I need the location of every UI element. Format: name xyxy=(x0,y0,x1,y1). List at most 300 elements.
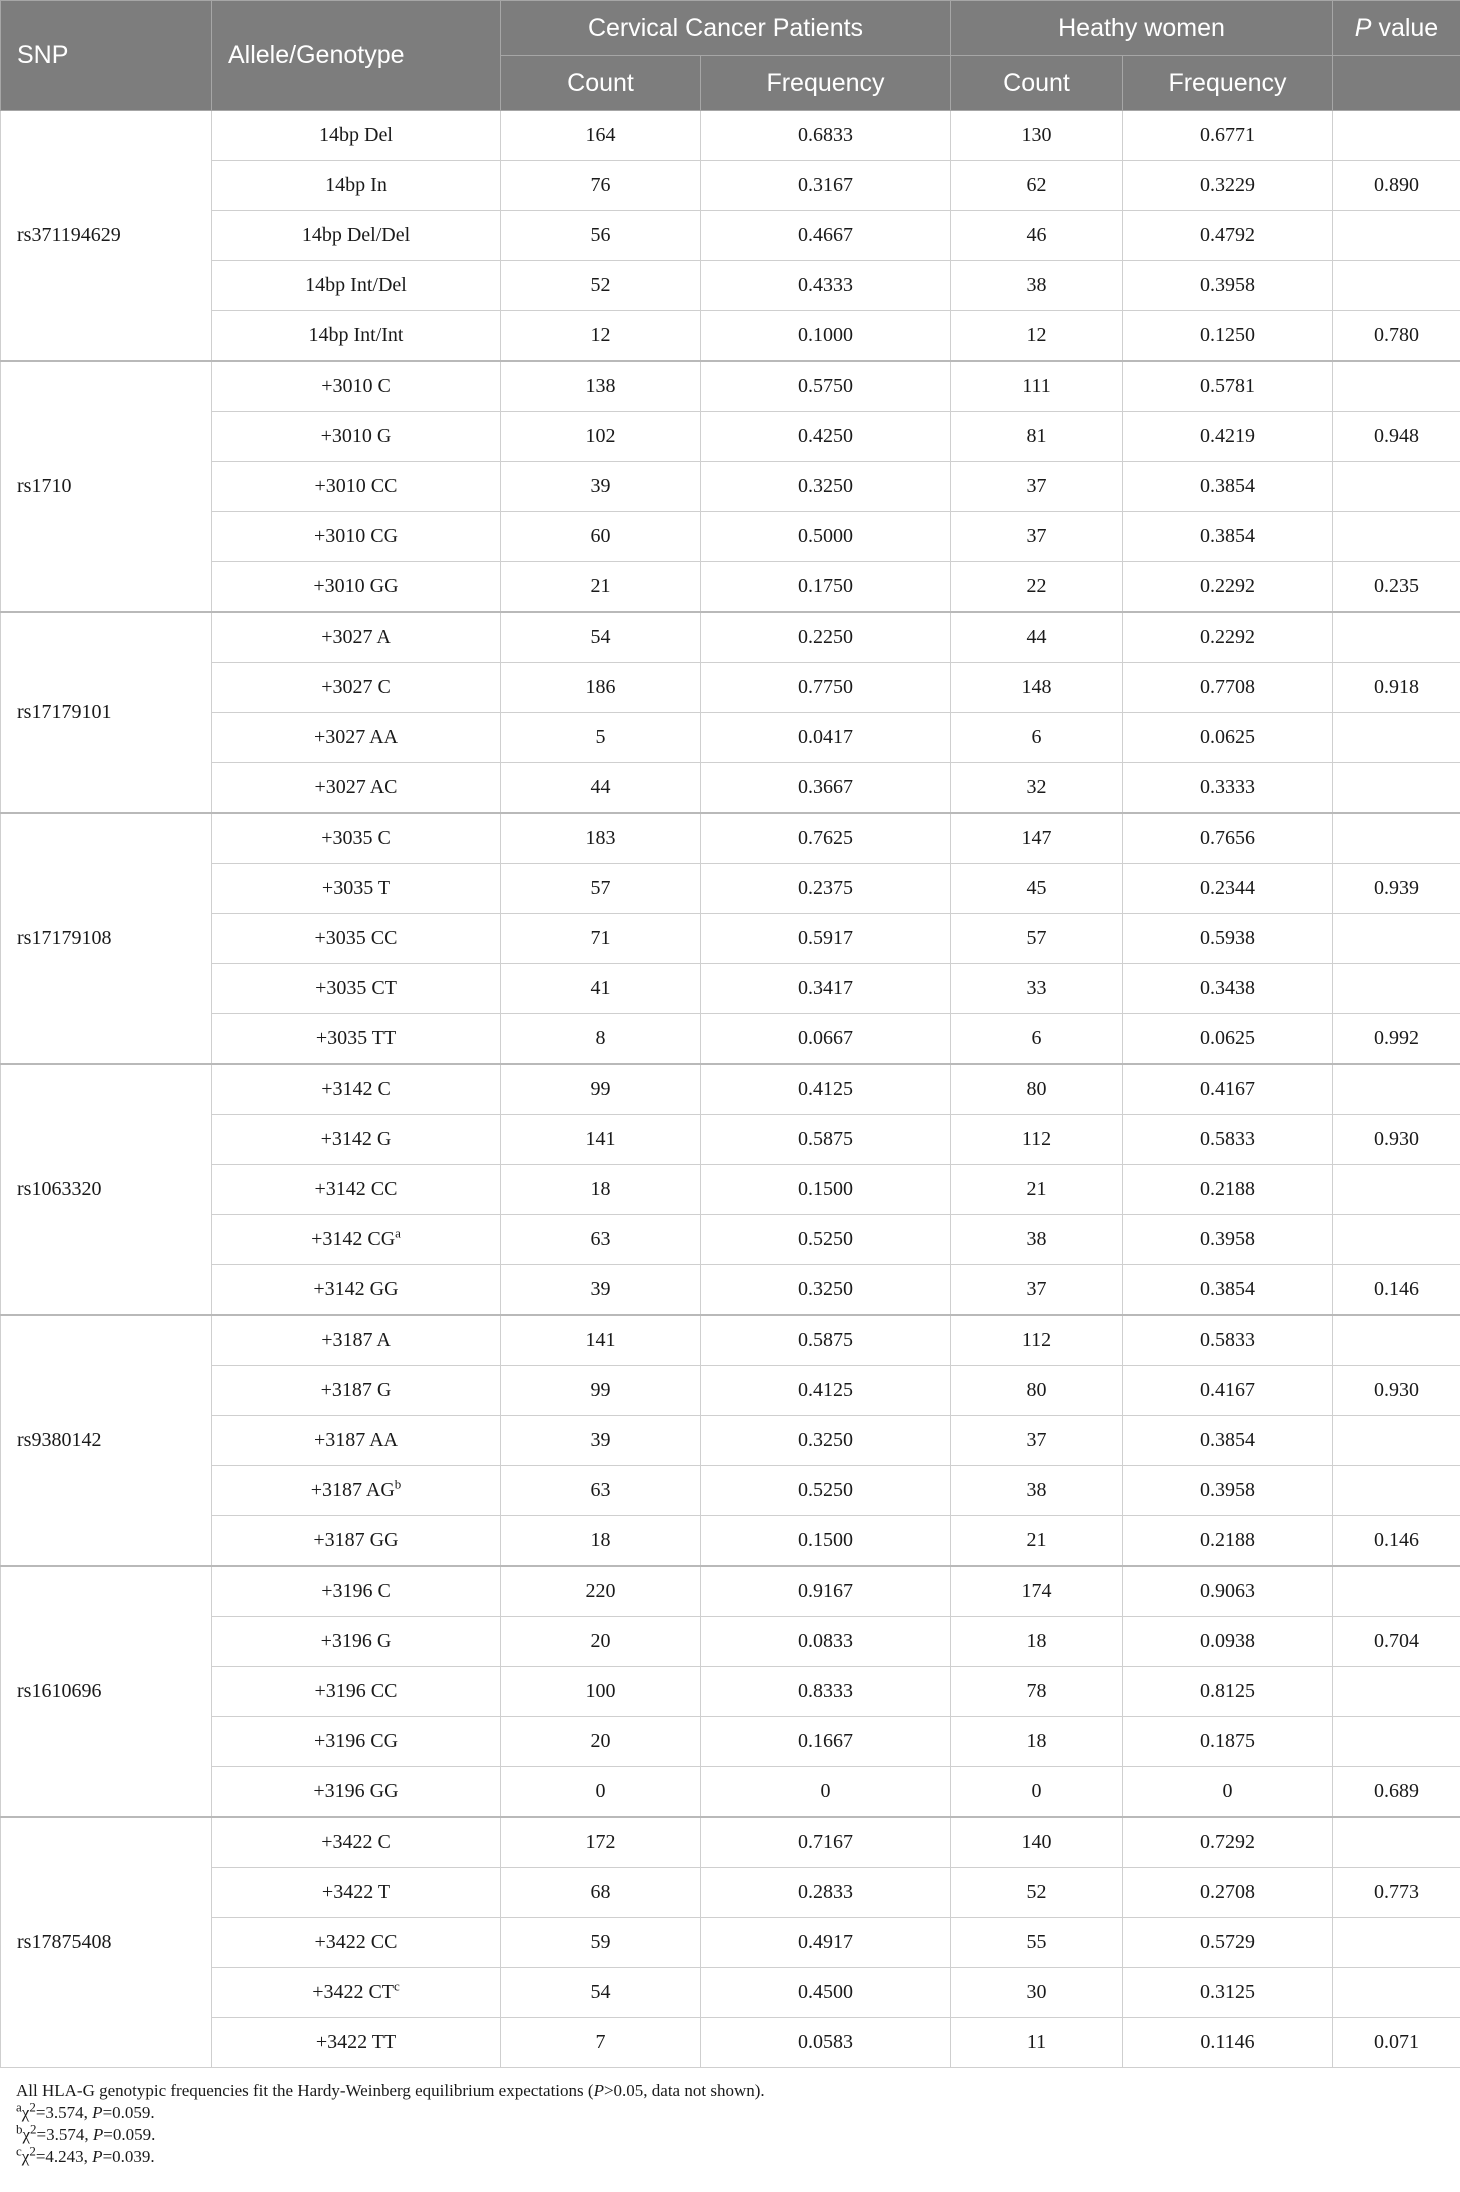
p-value-cell xyxy=(1333,361,1460,412)
frequency-healthy-cell: 0.1146 xyxy=(1123,2018,1333,2068)
p-value-cell: 0.146 xyxy=(1333,1265,1460,1316)
p-value-cell xyxy=(1333,1315,1460,1366)
footnote-marker: c xyxy=(394,1978,400,1994)
count-patients-cell: 100 xyxy=(501,1667,701,1717)
header-healthy-women: Heathy women xyxy=(951,1,1333,56)
p-value-cell xyxy=(1333,1968,1460,2018)
table-row xyxy=(1,1064,1460,1115)
frequency-patients-cell: 0.8333 xyxy=(701,1667,951,1717)
frequency-healthy-cell: 0.7656 xyxy=(1123,813,1333,864)
table-row xyxy=(1,914,1460,964)
frequency-patients-cell: 0.3250 xyxy=(701,1265,951,1316)
table-row xyxy=(1,2018,1460,2068)
snp-cell: rs1710 xyxy=(1,361,212,612)
count-healthy-cell: 174 xyxy=(951,1566,1123,1617)
count-patients-cell: 39 xyxy=(501,1265,701,1316)
p-value-cell xyxy=(1333,914,1460,964)
allele-genotype-cell: +3142 CC xyxy=(212,1165,501,1215)
count-healthy-cell: 55 xyxy=(951,1918,1123,1968)
count-patients-cell: 220 xyxy=(501,1566,701,1617)
frequency-healthy-cell: 0.3958 xyxy=(1123,261,1333,311)
frequency-healthy-cell: 0.4167 xyxy=(1123,1064,1333,1115)
frequency-patients-cell: 0.4125 xyxy=(701,1064,951,1115)
frequency-healthy-cell: 0.3958 xyxy=(1123,1466,1333,1516)
allele-genotype-cell: +3010 CC xyxy=(212,462,501,512)
frequency-healthy-cell: 0.5938 xyxy=(1123,914,1333,964)
frequency-patients-cell: 0.1750 xyxy=(701,562,951,613)
count-healthy-cell: 38 xyxy=(951,261,1123,311)
frequency-healthy-cell: 0.2708 xyxy=(1123,1868,1333,1918)
count-healthy-cell: 57 xyxy=(951,914,1123,964)
table-row xyxy=(1,261,1460,311)
frequency-patients-cell: 0.3417 xyxy=(701,964,951,1014)
frequency-healthy-cell: 0.3854 xyxy=(1123,512,1333,562)
header-allele-genotype: Allele/Genotype xyxy=(212,1,501,111)
p-value-cell xyxy=(1333,964,1460,1014)
frequency-healthy-cell: 0.4219 xyxy=(1123,412,1333,462)
table-header xyxy=(1,1,1460,111)
table-row xyxy=(1,964,1460,1014)
count-healthy-cell: 45 xyxy=(951,864,1123,914)
table-row xyxy=(1,412,1460,462)
allele-genotype-cell: +3422 C xyxy=(212,1817,501,1868)
allele-genotype-cell: +3010 CG xyxy=(212,512,501,562)
table-row xyxy=(1,1717,1460,1767)
frequency-patients-cell: 0.3250 xyxy=(701,462,951,512)
p-value-cell xyxy=(1333,1064,1460,1115)
allele-genotype-cell: +3027 AA xyxy=(212,713,501,763)
frequency-healthy-cell: 0.9063 xyxy=(1123,1566,1333,1617)
count-healthy-cell: 37 xyxy=(951,512,1123,562)
p-value-cell xyxy=(1333,462,1460,512)
frequency-healthy-cell: 0.3333 xyxy=(1123,763,1333,814)
allele-genotype-cell: 14bp Del/Del xyxy=(212,211,501,261)
count-healthy-cell: 11 xyxy=(951,2018,1123,2068)
p-value-cell xyxy=(1333,813,1460,864)
p-value-cell xyxy=(1333,612,1460,663)
frequency-patients-cell: 0.4333 xyxy=(701,261,951,311)
count-healthy-cell: 37 xyxy=(951,1265,1123,1316)
allele-genotype-cell: +3142 $CG^a$ xyxy=(212,1215,501,1265)
p-value-cell xyxy=(1333,261,1460,311)
frequency-patients-cell: 0.5917 xyxy=(701,914,951,964)
allele-genotype-cell: +3010 G xyxy=(212,412,501,462)
count-patients-cell: 20 xyxy=(501,1717,701,1767)
snp-cell: rs1610696 xyxy=(1,1566,212,1817)
allele-genotype-cell: +3035 CT xyxy=(212,964,501,1014)
p-value-cell: 0.992 xyxy=(1333,1014,1460,1065)
snp-cell: rs1063320 xyxy=(1,1064,212,1315)
table-row xyxy=(1,1516,1460,1567)
frequency-patients-cell: 0.9167 xyxy=(701,1566,951,1617)
frequency-healthy-cell: 0.3854 xyxy=(1123,1265,1333,1316)
frequency-patients-cell: 0.7750 xyxy=(701,663,951,713)
count-healthy-cell: 22 xyxy=(951,562,1123,613)
table-row xyxy=(1,161,1460,211)
count-healthy-cell: 33 xyxy=(951,964,1123,1014)
table-body xyxy=(1,111,1460,2068)
frequency-healthy-cell: 0.2188 xyxy=(1123,1165,1333,1215)
snp-cell: rs371194629 xyxy=(1,111,212,362)
frequency-patients-cell: 0.2833 xyxy=(701,1868,951,1918)
p-value-cell: 0.071 xyxy=(1333,2018,1460,2068)
allele-genotype-cell: 14bp Int/Int xyxy=(212,311,501,362)
table-row xyxy=(1,1416,1460,1466)
count-patients-cell: 52 xyxy=(501,261,701,311)
footnote-hwe: All HLA-G genotypic frequencies fit the Hardy-Weinberg equilibrium expectations (P>0.05, data not shown). xyxy=(16,2081,765,2100)
count-healthy-cell: 148 xyxy=(951,663,1123,713)
count-healthy-cell: 6 xyxy=(951,1014,1123,1065)
frequency-patients-cell: 0.2250 xyxy=(701,612,951,663)
count-healthy-cell: 30 xyxy=(951,1968,1123,2018)
allele-genotype-cell: +3422 T xyxy=(212,1868,501,1918)
count-patients-cell: 54 xyxy=(501,612,701,663)
frequency-patients-cell: 0.4500 xyxy=(701,1968,951,2018)
frequency-healthy-cell: 0.5729 xyxy=(1123,1918,1333,1968)
frequency-patients-cell: 0.5000 xyxy=(701,512,951,562)
count-patients-cell: 18 xyxy=(501,1516,701,1567)
allele-genotype-cell: +3010 GG xyxy=(212,562,501,613)
allele-genotype-cell: +3196 G xyxy=(212,1617,501,1667)
count-patients-cell: 102 xyxy=(501,412,701,462)
p-value-cell xyxy=(1333,1466,1460,1516)
allele-genotype-cell: +3142 GG xyxy=(212,1265,501,1316)
count-healthy-cell: 111 xyxy=(951,361,1123,412)
frequency-healthy-cell: 0.1250 xyxy=(1123,311,1333,362)
table-row xyxy=(1,612,1460,663)
allele-genotype-cell: +3027 A xyxy=(212,612,501,663)
p-value-cell: 0.689 xyxy=(1333,1767,1460,1818)
frequency-patients-cell: 0.7625 xyxy=(701,813,951,864)
frequency-healthy-cell: 0.7708 xyxy=(1123,663,1333,713)
count-patients-cell: 141 xyxy=(501,1315,701,1366)
frequency-patients-cell: 0.6833 xyxy=(701,111,951,161)
frequency-healthy-cell: 0.7292 xyxy=(1123,1817,1333,1868)
frequency-healthy-cell: 0.3438 xyxy=(1123,964,1333,1014)
frequency-patients-cell: 0.0833 xyxy=(701,1617,951,1667)
allele-genotype-cell: +3035 TT xyxy=(212,1014,501,1065)
p-value-cell: 0.948 xyxy=(1333,412,1460,462)
table-row xyxy=(1,713,1460,763)
table-row xyxy=(1,1165,1460,1215)
table-row xyxy=(1,111,1460,161)
count-healthy-cell: 140 xyxy=(951,1817,1123,1868)
table-row xyxy=(1,1466,1460,1516)
allele-genotype-cell: +3142 G xyxy=(212,1115,501,1165)
frequency-healthy-cell: 0.4792 xyxy=(1123,211,1333,261)
count-patients-cell: 54 xyxy=(501,1968,701,2018)
footnote-marker: a xyxy=(395,1225,401,1241)
header-frequency-healthy: Frequency xyxy=(1123,56,1333,111)
allele-genotype-cell: +3187 GG xyxy=(212,1516,501,1567)
count-patients-cell: 20 xyxy=(501,1617,701,1667)
frequency-healthy-cell: 0.3125 xyxy=(1123,1968,1333,2018)
snp-cell: rs17179101 xyxy=(1,612,212,813)
count-patients-cell: 39 xyxy=(501,462,701,512)
frequency-healthy-cell: 0.2188 xyxy=(1123,1516,1333,1567)
count-healthy-cell: 38 xyxy=(951,1215,1123,1265)
count-healthy-cell: 12 xyxy=(951,311,1123,362)
frequency-healthy-cell: 0.2292 xyxy=(1123,562,1333,613)
count-patients-cell: 76 xyxy=(501,161,701,211)
p-value-cell xyxy=(1333,1416,1460,1466)
p-value-cell xyxy=(1333,1667,1460,1717)
frequency-healthy-cell: 0.3854 xyxy=(1123,1416,1333,1466)
count-healthy-cell: 130 xyxy=(951,111,1123,161)
frequency-patients-cell: 0.4917 xyxy=(701,1918,951,1968)
footnote-b: $^b\chi^2=3.574$, P=0.059. xyxy=(16,2121,156,2144)
frequency-patients-cell: 0 xyxy=(701,1767,951,1818)
table-row xyxy=(1,663,1460,713)
allele-genotype-cell: +3187 $AG^b$ xyxy=(212,1466,501,1516)
allele-genotype-cell: +3027 C xyxy=(212,663,501,713)
frequency-healthy-cell: 0 xyxy=(1123,1767,1333,1818)
allele-genotype-cell: 14bp In xyxy=(212,161,501,211)
count-patients-cell: 99 xyxy=(501,1064,701,1115)
frequency-patients-cell: 0.4125 xyxy=(701,1366,951,1416)
count-healthy-cell: 38 xyxy=(951,1466,1123,1516)
header-cervical-cancer-patients: Cervical Cancer Patients xyxy=(501,1,951,56)
count-patients-cell: 186 xyxy=(501,663,701,713)
frequency-healthy-cell: 0.2292 xyxy=(1123,612,1333,663)
table-row xyxy=(1,462,1460,512)
table-row xyxy=(1,763,1460,814)
table-row xyxy=(1,1968,1460,2018)
count-healthy-cell: 37 xyxy=(951,462,1123,512)
allele-genotype-cell: +3196 GG xyxy=(212,1767,501,1818)
p-value-cell: 0.704 xyxy=(1333,1617,1460,1667)
frequency-patients-cell: 0.5750 xyxy=(701,361,951,412)
header-frequency-patients: Frequency xyxy=(701,56,951,111)
count-patients-cell: 60 xyxy=(501,512,701,562)
footnote-a: $^a\chi^2=3.574$, P=0.059. xyxy=(16,2099,155,2122)
count-patients-cell: 59 xyxy=(501,1918,701,1968)
count-healthy-cell: 112 xyxy=(951,1315,1123,1366)
table-row xyxy=(1,211,1460,261)
count-patients-cell: 12 xyxy=(501,311,701,362)
frequency-healthy-cell: 0.5833 xyxy=(1123,1115,1333,1165)
allele-genotype-cell: +3196 CG xyxy=(212,1717,501,1767)
p-value-cell: 0.939 xyxy=(1333,864,1460,914)
p-value-cell xyxy=(1333,1215,1460,1265)
allele-genotype-cell: +3422 TT xyxy=(212,2018,501,2068)
allele-genotype-cell: +3035 CC xyxy=(212,914,501,964)
p-value-cell xyxy=(1333,1165,1460,1215)
table-row xyxy=(1,1115,1460,1165)
frequency-healthy-cell: 0.5833 xyxy=(1123,1315,1333,1366)
table-row xyxy=(1,1014,1460,1065)
count-patients-cell: 21 xyxy=(501,562,701,613)
frequency-patients-cell: 0.0667 xyxy=(701,1014,951,1065)
p-value-cell: 0.890 xyxy=(1333,161,1460,211)
header-snp: SNP xyxy=(1,1,212,111)
frequency-healthy-cell: 0.8125 xyxy=(1123,1667,1333,1717)
frequency-healthy-cell: 0.0625 xyxy=(1123,713,1333,763)
frequency-patients-cell: 0.1000 xyxy=(701,311,951,362)
p-value-cell: 0.930 xyxy=(1333,1115,1460,1165)
p-value-cell: 0.146 xyxy=(1333,1516,1460,1567)
header-p-value-label: value xyxy=(1378,13,1439,42)
frequency-healthy-cell: 0.3854 xyxy=(1123,462,1333,512)
allele-genotype-cell: +3035 C xyxy=(212,813,501,864)
count-healthy-cell: 37 xyxy=(951,1416,1123,1466)
p-value-cell: 0.930 xyxy=(1333,1366,1460,1416)
p-value-cell xyxy=(1333,713,1460,763)
count-patients-cell: 56 xyxy=(501,211,701,261)
allele-genotype-cell: +3422 $CT^c$ xyxy=(212,1968,501,2018)
table-row xyxy=(1,1918,1460,1968)
frequency-patients-cell: 0.5250 xyxy=(701,1215,951,1265)
frequency-patients-cell: 0.1500 xyxy=(701,1516,951,1567)
frequency-patients-cell: 0.4250 xyxy=(701,412,951,462)
p-value-cell xyxy=(1333,111,1460,161)
table-footnotes xyxy=(0,2068,1460,2168)
frequency-patients-cell: 0.3667 xyxy=(701,763,951,814)
frequency-patients-cell: 0.0417 xyxy=(701,713,951,763)
table-row xyxy=(1,311,1460,362)
snp-cell: rs17179108 xyxy=(1,813,212,1064)
count-healthy-cell: 21 xyxy=(951,1516,1123,1567)
count-patients-cell: 99 xyxy=(501,1366,701,1416)
frequency-healthy-cell: 0.0625 xyxy=(1123,1014,1333,1065)
allele-genotype-cell: +3035 T xyxy=(212,864,501,914)
count-healthy-cell: 80 xyxy=(951,1366,1123,1416)
count-healthy-cell: 46 xyxy=(951,211,1123,261)
count-healthy-cell: 80 xyxy=(951,1064,1123,1115)
count-patients-cell: 172 xyxy=(501,1817,701,1868)
table-row xyxy=(1,1868,1460,1918)
frequency-patients-cell: 0.7167 xyxy=(701,1817,951,1868)
allele-genotype-cell: +3187 AA xyxy=(212,1416,501,1466)
table-row xyxy=(1,864,1460,914)
p-value-cell: 0.235 xyxy=(1333,562,1460,613)
frequency-healthy-cell: 0.6771 xyxy=(1123,111,1333,161)
header-count-patients: Count xyxy=(501,56,701,111)
count-healthy-cell: 52 xyxy=(951,1868,1123,1918)
count-patients-cell: 164 xyxy=(501,111,701,161)
count-patients-cell: 41 xyxy=(501,964,701,1014)
footnote-marker: b xyxy=(394,1476,402,1492)
frequency-patients-cell: 0.0583 xyxy=(701,2018,951,2068)
table-row xyxy=(1,562,1460,613)
frequency-healthy-cell: 0.1875 xyxy=(1123,1717,1333,1767)
allele-genotype-cell: 14bp Del xyxy=(212,111,501,161)
frequency-patients-cell: 0.3250 xyxy=(701,1416,951,1466)
allele-genotype-cell: +3027 AC xyxy=(212,763,501,814)
snp-cell: rs9380142 xyxy=(1,1315,212,1566)
count-patients-cell: 183 xyxy=(501,813,701,864)
count-patients-cell: 0 xyxy=(501,1767,701,1818)
count-patients-cell: 71 xyxy=(501,914,701,964)
frequency-patients-cell: 0.1667 xyxy=(701,1717,951,1767)
p-value-cell xyxy=(1333,512,1460,562)
frequency-patients-cell: 0.5875 xyxy=(701,1115,951,1165)
allele-genotype-cell: +3196 C xyxy=(212,1566,501,1617)
count-healthy-cell: 0 xyxy=(951,1767,1123,1818)
allele-genotype-cell: +3196 CC xyxy=(212,1667,501,1717)
allele-genotype-cell: 14bp Int/Del xyxy=(212,261,501,311)
count-patients-cell: 63 xyxy=(501,1466,701,1516)
allele-genotype-cell: +3142 C xyxy=(212,1064,501,1115)
count-healthy-cell: 21 xyxy=(951,1165,1123,1215)
count-patients-cell: 44 xyxy=(501,763,701,814)
count-healthy-cell: 147 xyxy=(951,813,1123,864)
count-patients-cell: 63 xyxy=(501,1215,701,1265)
frequency-patients-cell: 0.3167 xyxy=(701,161,951,211)
p-value-cell xyxy=(1333,1717,1460,1767)
count-healthy-cell: 32 xyxy=(951,763,1123,814)
count-patients-cell: 5 xyxy=(501,713,701,763)
count-patients-cell: 39 xyxy=(501,1416,701,1466)
frequency-healthy-cell: 0.3229 xyxy=(1123,161,1333,211)
count-healthy-cell: 44 xyxy=(951,612,1123,663)
count-patients-cell: 138 xyxy=(501,361,701,412)
count-healthy-cell: 62 xyxy=(951,161,1123,211)
table-row xyxy=(1,512,1460,562)
table-row xyxy=(1,361,1460,412)
frequency-patients-cell: 0.1500 xyxy=(701,1165,951,1215)
count-patients-cell: 57 xyxy=(501,864,701,914)
frequency-patients-cell: 0.5875 xyxy=(701,1315,951,1366)
p-value-cell xyxy=(1333,763,1460,814)
header-count-healthy: Count xyxy=(951,56,1123,111)
count-patients-cell: 141 xyxy=(501,1115,701,1165)
table-row xyxy=(1,1366,1460,1416)
count-patients-cell: 8 xyxy=(501,1014,701,1065)
count-healthy-cell: 112 xyxy=(951,1115,1123,1165)
p-value-cell xyxy=(1333,1817,1460,1868)
p-value-cell xyxy=(1333,1918,1460,1968)
count-healthy-cell: 6 xyxy=(951,713,1123,763)
snp-cell: rs17875408 xyxy=(1,1817,212,2068)
table-row xyxy=(1,1215,1460,1265)
count-healthy-cell: 78 xyxy=(951,1667,1123,1717)
frequency-patients-cell: 0.4667 xyxy=(701,211,951,261)
table-row xyxy=(1,1315,1460,1366)
count-patients-cell: 7 xyxy=(501,2018,701,2068)
allele-genotype-cell: +3422 CC xyxy=(212,1918,501,1968)
count-patients-cell: 68 xyxy=(501,1868,701,1918)
count-healthy-cell: 18 xyxy=(951,1617,1123,1667)
allele-genotype-cell: +3187 G xyxy=(212,1366,501,1416)
table-row xyxy=(1,1767,1460,1818)
header-p-letter: P xyxy=(1354,13,1372,42)
table-row xyxy=(1,1265,1460,1316)
frequency-healthy-cell: 0.5781 xyxy=(1123,361,1333,412)
footnote-c: $^c\chi^2=4.243$, P=0.039. xyxy=(16,2143,155,2166)
frequency-healthy-cell: 0.2344 xyxy=(1123,864,1333,914)
frequency-healthy-cell: 0.4167 xyxy=(1123,1366,1333,1416)
frequency-patients-cell: 0.5250 xyxy=(701,1466,951,1516)
p-value-cell: 0.918 xyxy=(1333,663,1460,713)
count-healthy-cell: 18 xyxy=(951,1717,1123,1767)
p-value-cell: 0.780 xyxy=(1333,311,1460,362)
count-patients-cell: 18 xyxy=(501,1165,701,1215)
table-row xyxy=(1,1617,1460,1667)
table-row xyxy=(1,1667,1460,1717)
header-p-value-blank xyxy=(1333,56,1460,111)
frequency-patients-cell: 0.2375 xyxy=(701,864,951,914)
p-value-cell xyxy=(1333,211,1460,261)
frequency-healthy-cell: 0.0938 xyxy=(1123,1617,1333,1667)
header-p-value xyxy=(1333,1,1460,56)
allele-genotype-cell: +3010 C xyxy=(212,361,501,412)
table-row xyxy=(1,813,1460,864)
frequency-healthy-cell: 0.3958 xyxy=(1123,1215,1333,1265)
p-value-cell xyxy=(1333,1566,1460,1617)
table-row xyxy=(1,1817,1460,1868)
table-row xyxy=(1,1566,1460,1617)
